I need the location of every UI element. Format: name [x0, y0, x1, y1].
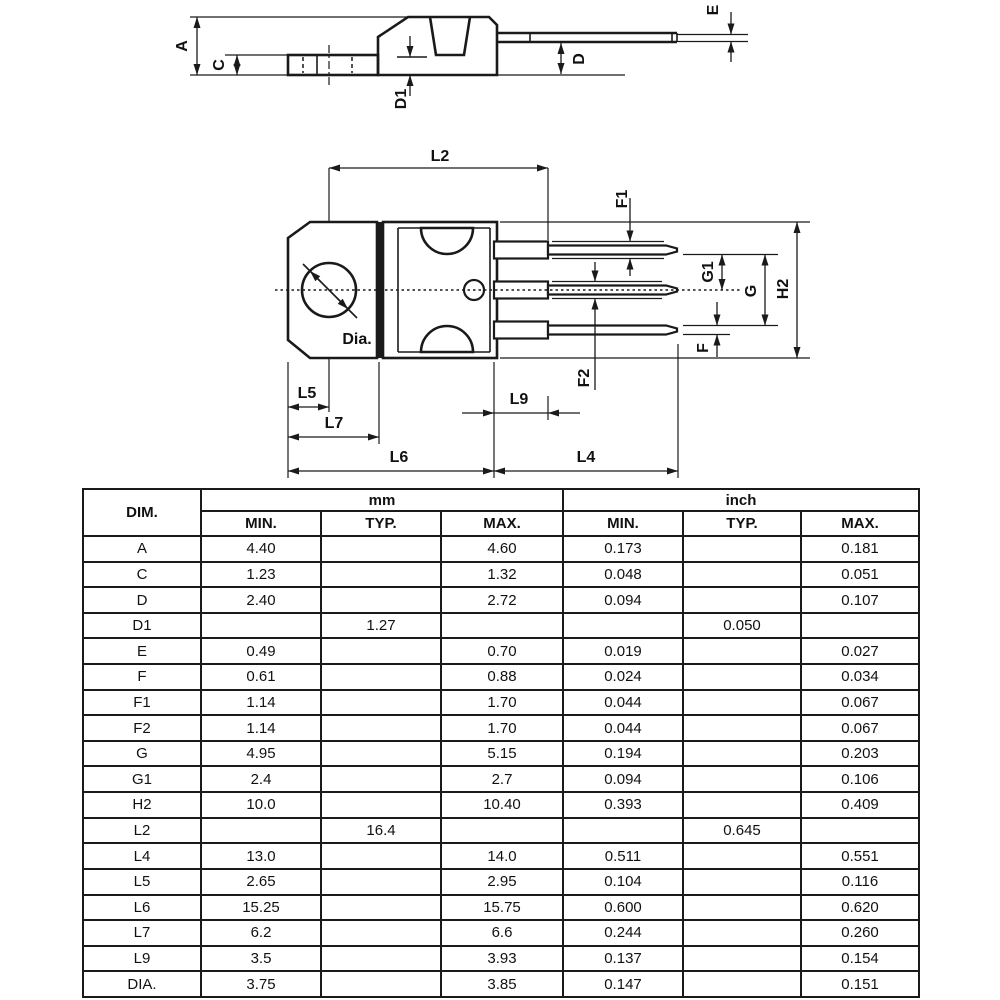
cell-r5-in_min: 0.024: [563, 664, 683, 690]
cell-r5-in_max: 0.034: [801, 664, 919, 690]
cell-r14-dim: L6: [83, 895, 201, 921]
cell-r16-in_min: 0.137: [563, 946, 683, 972]
dim-label-c: C: [211, 59, 228, 71]
cell-r4-in_min: 0.019: [563, 638, 683, 664]
cell-r8-mm_min: 4.95: [201, 741, 321, 767]
cell-r9-dim: G1: [83, 766, 201, 792]
cell-r1-dim: C: [83, 562, 201, 588]
cell-r0-in_typ: [683, 536, 801, 562]
cell-r11-in_min: [563, 818, 683, 844]
cell-r4-mm_typ: [321, 638, 441, 664]
cell-r3-mm_typ: 1.27: [321, 613, 441, 639]
cell-r16-mm_typ: [321, 946, 441, 972]
cell-r2-dim: D: [83, 587, 201, 613]
cell-r10-mm_max: 10.40: [441, 792, 563, 818]
cell-r12-in_min: 0.511: [563, 843, 683, 869]
table-row: [83, 920, 919, 946]
cell-r0-in_min: 0.173: [563, 536, 683, 562]
table-row: [83, 741, 919, 767]
header-mm-max: MAX.: [441, 511, 563, 536]
cell-r4-in_max: 0.027: [801, 638, 919, 664]
cell-r4-dim: E: [83, 638, 201, 664]
table-row: [83, 869, 919, 895]
cell-r11-in_typ: 0.645: [683, 818, 801, 844]
cell-r12-mm_typ: [321, 843, 441, 869]
cell-r17-mm_max: 3.85: [441, 971, 563, 997]
table-body: [83, 536, 919, 997]
cell-r2-in_max: 0.107: [801, 587, 919, 613]
cell-r15-mm_min: 6.2: [201, 920, 321, 946]
table-row: [83, 971, 919, 997]
cell-r0-mm_min: 4.40: [201, 536, 321, 562]
table-row: [83, 843, 919, 869]
table-row: [83, 613, 919, 639]
cell-r7-in_max: 0.067: [801, 715, 919, 741]
cell-r10-in_min: 0.393: [563, 792, 683, 818]
header-inch-typ: TYP.: [683, 511, 801, 536]
cell-r14-in_min: 0.600: [563, 895, 683, 921]
side-view: [174, 4, 748, 109]
cell-r1-in_max: 0.051: [801, 562, 919, 588]
cell-r12-dim: L4: [83, 843, 201, 869]
cell-r16-dim: L9: [83, 946, 201, 972]
body-notch: [430, 17, 470, 55]
table-row: [83, 536, 919, 562]
cell-r14-in_typ: [683, 895, 801, 921]
cell-r2-in_min: 0.094: [563, 587, 683, 613]
cell-r5-mm_max: 0.88: [441, 664, 563, 690]
cell-r11-mm_max: [441, 818, 563, 844]
dim-label-e: E: [705, 4, 722, 16]
cell-r15-in_max: 0.260: [801, 920, 919, 946]
cell-r13-mm_min: 2.65: [201, 869, 321, 895]
table-row: [83, 715, 919, 741]
cell-r0-dim: A: [83, 536, 201, 562]
cell-r9-mm_min: 2.4: [201, 766, 321, 792]
cell-r0-mm_max: 4.60: [441, 536, 563, 562]
cell-r2-mm_typ: [321, 587, 441, 613]
cell-r13-in_min: 0.104: [563, 869, 683, 895]
header-dim: DIM.: [83, 489, 201, 536]
cell-r7-mm_typ: [321, 715, 441, 741]
header-mm-min: MIN.: [201, 511, 321, 536]
cell-r11-dim: L2: [83, 818, 201, 844]
dim-label-dia: Dia.: [342, 331, 372, 348]
cell-r5-dim: F: [83, 664, 201, 690]
table-row: [83, 638, 919, 664]
cell-r8-in_typ: [683, 741, 801, 767]
cell-r13-mm_max: 2.95: [441, 869, 563, 895]
cell-r13-dim: L5: [83, 869, 201, 895]
table-row: [83, 690, 919, 716]
cell-r17-mm_min: 3.75: [201, 971, 321, 997]
lead-top: [494, 242, 677, 259]
cell-r8-dim: G: [83, 741, 201, 767]
cell-r15-dim: L7: [83, 920, 201, 946]
cell-r3-in_typ: 0.050: [683, 613, 801, 639]
dim-label-l2: L2: [430, 148, 450, 165]
cell-r13-mm_typ: [321, 869, 441, 895]
cell-r10-mm_typ: [321, 792, 441, 818]
dim-label-f: F: [695, 343, 712, 353]
table-header: [83, 489, 919, 536]
dim-label-h2: H2: [775, 278, 792, 300]
cell-r9-in_max: 0.106: [801, 766, 919, 792]
cell-r5-mm_typ: [321, 664, 441, 690]
cell-r0-in_max: 0.181: [801, 536, 919, 562]
cell-r17-in_typ: [683, 971, 801, 997]
cell-r12-mm_max: 14.0: [441, 843, 563, 869]
cell-r17-in_min: 0.147: [563, 971, 683, 997]
cell-r6-in_typ: [683, 690, 801, 716]
cell-r3-in_max: [801, 613, 919, 639]
dim-label-g1: G1: [700, 261, 717, 283]
cell-r15-mm_max: 6.6: [441, 920, 563, 946]
cell-r6-mm_typ: [321, 690, 441, 716]
cell-r14-mm_max: 15.75: [441, 895, 563, 921]
cell-r1-in_typ: [683, 562, 801, 588]
header-inch-min: MIN.: [563, 511, 683, 536]
cell-r14-mm_typ: [321, 895, 441, 921]
dim-label-l6: L6: [389, 449, 409, 466]
cell-r2-mm_max: 2.72: [441, 587, 563, 613]
table-row: [83, 664, 919, 690]
dim-label-a: A: [174, 40, 191, 52]
cell-r4-mm_max: 0.70: [441, 638, 563, 664]
cell-r8-in_min: 0.194: [563, 741, 683, 767]
cell-r1-in_min: 0.048: [563, 562, 683, 588]
cell-r11-mm_typ: 16.4: [321, 818, 441, 844]
cell-r1-mm_typ: [321, 562, 441, 588]
table-row: [83, 792, 919, 818]
dim-label-l4: L4: [576, 449, 596, 466]
cell-r0-mm_typ: [321, 536, 441, 562]
header-mm: mm: [201, 489, 563, 511]
cell-r5-mm_min: 0.61: [201, 664, 321, 690]
table-row: [83, 766, 919, 792]
cell-r6-in_min: 0.044: [563, 690, 683, 716]
cell-r3-mm_min: [201, 613, 321, 639]
cell-r12-mm_min: 13.0: [201, 843, 321, 869]
cell-r13-in_typ: [683, 869, 801, 895]
cell-r15-in_typ: [683, 920, 801, 946]
cell-r8-mm_typ: [321, 741, 441, 767]
table-row: [83, 587, 919, 613]
cell-r16-in_max: 0.154: [801, 946, 919, 972]
cell-r5-in_typ: [683, 664, 801, 690]
cell-r3-dim: D1: [83, 613, 201, 639]
cell-r16-in_typ: [683, 946, 801, 972]
dim-label-l7: L7: [324, 415, 344, 432]
table-row: [83, 562, 919, 588]
cell-r7-mm_max: 1.70: [441, 715, 563, 741]
cell-r17-dim: DIA.: [83, 971, 201, 997]
cell-r7-mm_min: 1.14: [201, 715, 321, 741]
dim-label-f1: F1: [614, 189, 631, 209]
table-row: [83, 895, 919, 921]
cell-r11-mm_min: [201, 818, 321, 844]
cell-r10-mm_min: 10.0: [201, 792, 321, 818]
cell-r4-mm_min: 0.49: [201, 638, 321, 664]
cell-r14-in_max: 0.620: [801, 895, 919, 921]
dim-label-f2: F2: [576, 368, 593, 388]
cell-r6-in_max: 0.067: [801, 690, 919, 716]
cell-r1-mm_min: 1.23: [201, 562, 321, 588]
dim-label-g: G: [743, 284, 760, 298]
cell-r9-mm_max: 2.7: [441, 766, 563, 792]
cell-r6-dim: F1: [83, 690, 201, 716]
dim-label-d1: D1: [393, 88, 410, 110]
cell-r12-in_typ: [683, 843, 801, 869]
cell-r9-in_typ: [683, 766, 801, 792]
package-drawing: [0, 0, 1000, 488]
front-view: [275, 148, 810, 478]
body-side-outline: [378, 17, 497, 75]
cell-r6-mm_min: 1.14: [201, 690, 321, 716]
cell-r6-mm_max: 1.70: [441, 690, 563, 716]
cell-r9-in_min: 0.094: [563, 766, 683, 792]
cell-r13-in_max: 0.116: [801, 869, 919, 895]
cell-r7-in_typ: [683, 715, 801, 741]
cell-r4-in_typ: [683, 638, 801, 664]
cell-r15-mm_typ: [321, 920, 441, 946]
cell-r8-in_max: 0.203: [801, 741, 919, 767]
cell-r11-in_max: [801, 818, 919, 844]
cell-r2-in_typ: [683, 587, 801, 613]
header-mm-typ: TYP.: [321, 511, 441, 536]
cell-r1-mm_max: 1.32: [441, 562, 563, 588]
cell-r10-dim: H2: [83, 792, 201, 818]
cell-r12-in_max: 0.551: [801, 843, 919, 869]
dim-label-d: D: [571, 53, 588, 65]
cell-r10-in_typ: [683, 792, 801, 818]
cell-r2-mm_min: 2.40: [201, 587, 321, 613]
table-row: [83, 818, 919, 844]
dim-label-l5: L5: [297, 385, 317, 402]
cell-r17-mm_typ: [321, 971, 441, 997]
cell-r3-mm_max: [441, 613, 563, 639]
cell-r7-dim: F2: [83, 715, 201, 741]
dimension-table: [82, 488, 920, 998]
cell-r15-in_min: 0.244: [563, 920, 683, 946]
cell-r17-in_max: 0.151: [801, 971, 919, 997]
lead-bottom: [494, 322, 677, 339]
header-inch: inch: [563, 489, 919, 511]
table-row: [83, 946, 919, 972]
dim-label-l9: L9: [509, 391, 529, 408]
cell-r16-mm_max: 3.93: [441, 946, 563, 972]
cell-r16-mm_min: 3.5: [201, 946, 321, 972]
tab-side-outline: [288, 55, 378, 75]
cell-r7-in_min: 0.044: [563, 715, 683, 741]
cell-r14-mm_min: 15.25: [201, 895, 321, 921]
cell-r3-in_min: [563, 613, 683, 639]
header-inch-max: MAX.: [801, 511, 919, 536]
cell-r8-mm_max: 5.15: [441, 741, 563, 767]
cell-r10-in_max: 0.409: [801, 792, 919, 818]
cell-r9-mm_typ: [321, 766, 441, 792]
